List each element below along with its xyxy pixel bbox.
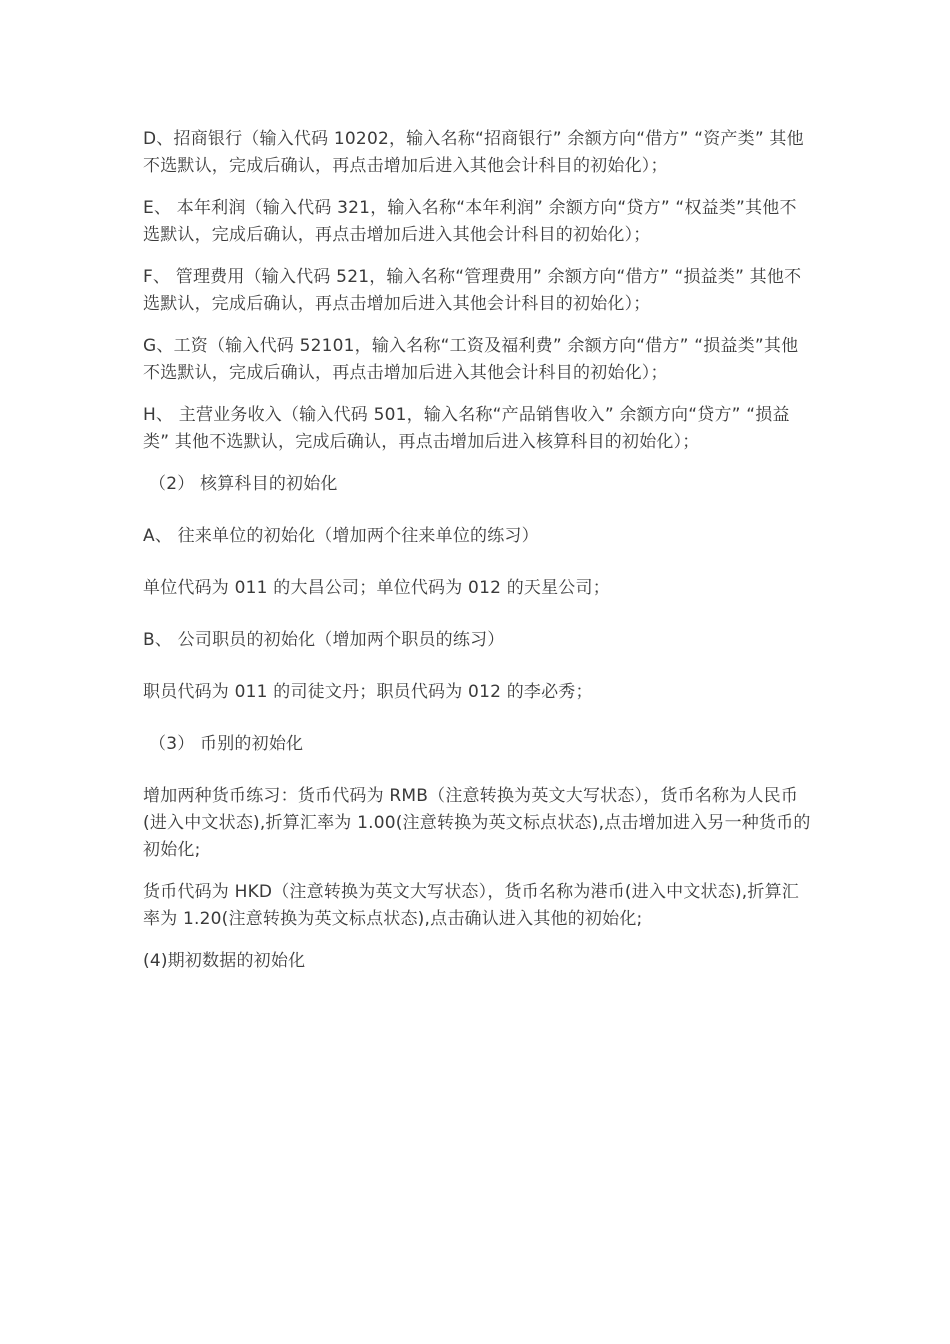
paragraph-staff-codes: 职员代码为 011 的司徒文丹；职员代码为 012 的李必秀； (143, 682, 593, 702)
paragraph-currency-hkd: 货币代码为 HKD（注意转换为英文大写状态），货币名称为港币(进入中文状态),折算汇率为 1.20(注意转换为英文标点状态),点击确认进入其他的初始化; (143, 882, 799, 929)
paragraph-item-a: A、 往来单位的初始化（增加两个往来单位的练习） (143, 526, 539, 546)
paragraph-currency-rmb: 增加两种货币练习：货币代码为 RMB（注意转换为英文大写状态），货币名称为人民币(进入中文状态),折算汇率为 1.00(注意转换为英文标点状态),点击增加进入另一种货币的初始化; (143, 786, 811, 860)
paragraph-item-f: F、 管理费用（输入代码 521，输入名称“管理费用” 余额方向“借方” “损益类” 其他不选默认，完成后确认，再点击增加后进入其他会计科目的初始化）； (143, 267, 802, 314)
paragraph-item-g: G、工资（输入代码 52101，输入名称“工资及福利费” 余额方向“借方” “损益类”其他不选默认，完成后确认，再点击增加后进入其他会计科目的初始化）； (143, 336, 799, 383)
paragraph-item-e: E、 本年利润（输入代码 321，输入名称“本年利润” 余额方向“贷方” “权益类”其他不选默认，完成后确认，再点击增加后进入其他会计科目的初始化）； (143, 198, 797, 245)
paragraph-unit-codes: 单位代码为 011 的大昌公司；单位代码为 012 的天星公司； (143, 578, 610, 598)
section-heading-3: （3） 币别的初始化 (149, 734, 304, 754)
document-body (143, 126, 813, 1000)
section-heading-4: (4)期初数据的初始化 (143, 951, 306, 971)
paragraph-item-h: H、 主营业务收入（输入代码 501，输入名称“产品销售收入” 余额方向“贷方” “损益类” 其他不选默认，完成后确认，再点击增加后进入核算科目的初始化）； (143, 405, 790, 452)
section-heading-2: （2） 核算科目的初始化 (149, 474, 338, 494)
paragraph-item-b: B、 公司职员的初始化（增加两个职员的练习） (143, 630, 505, 650)
paragraph-item-d: D、招商银行（输入代码 10202，输入名称“招商银行” 余额方向“借方” “资产类” 其他不选默认，完成后确认，再点击增加后进入其他会计科目的初始化）； (143, 129, 804, 176)
